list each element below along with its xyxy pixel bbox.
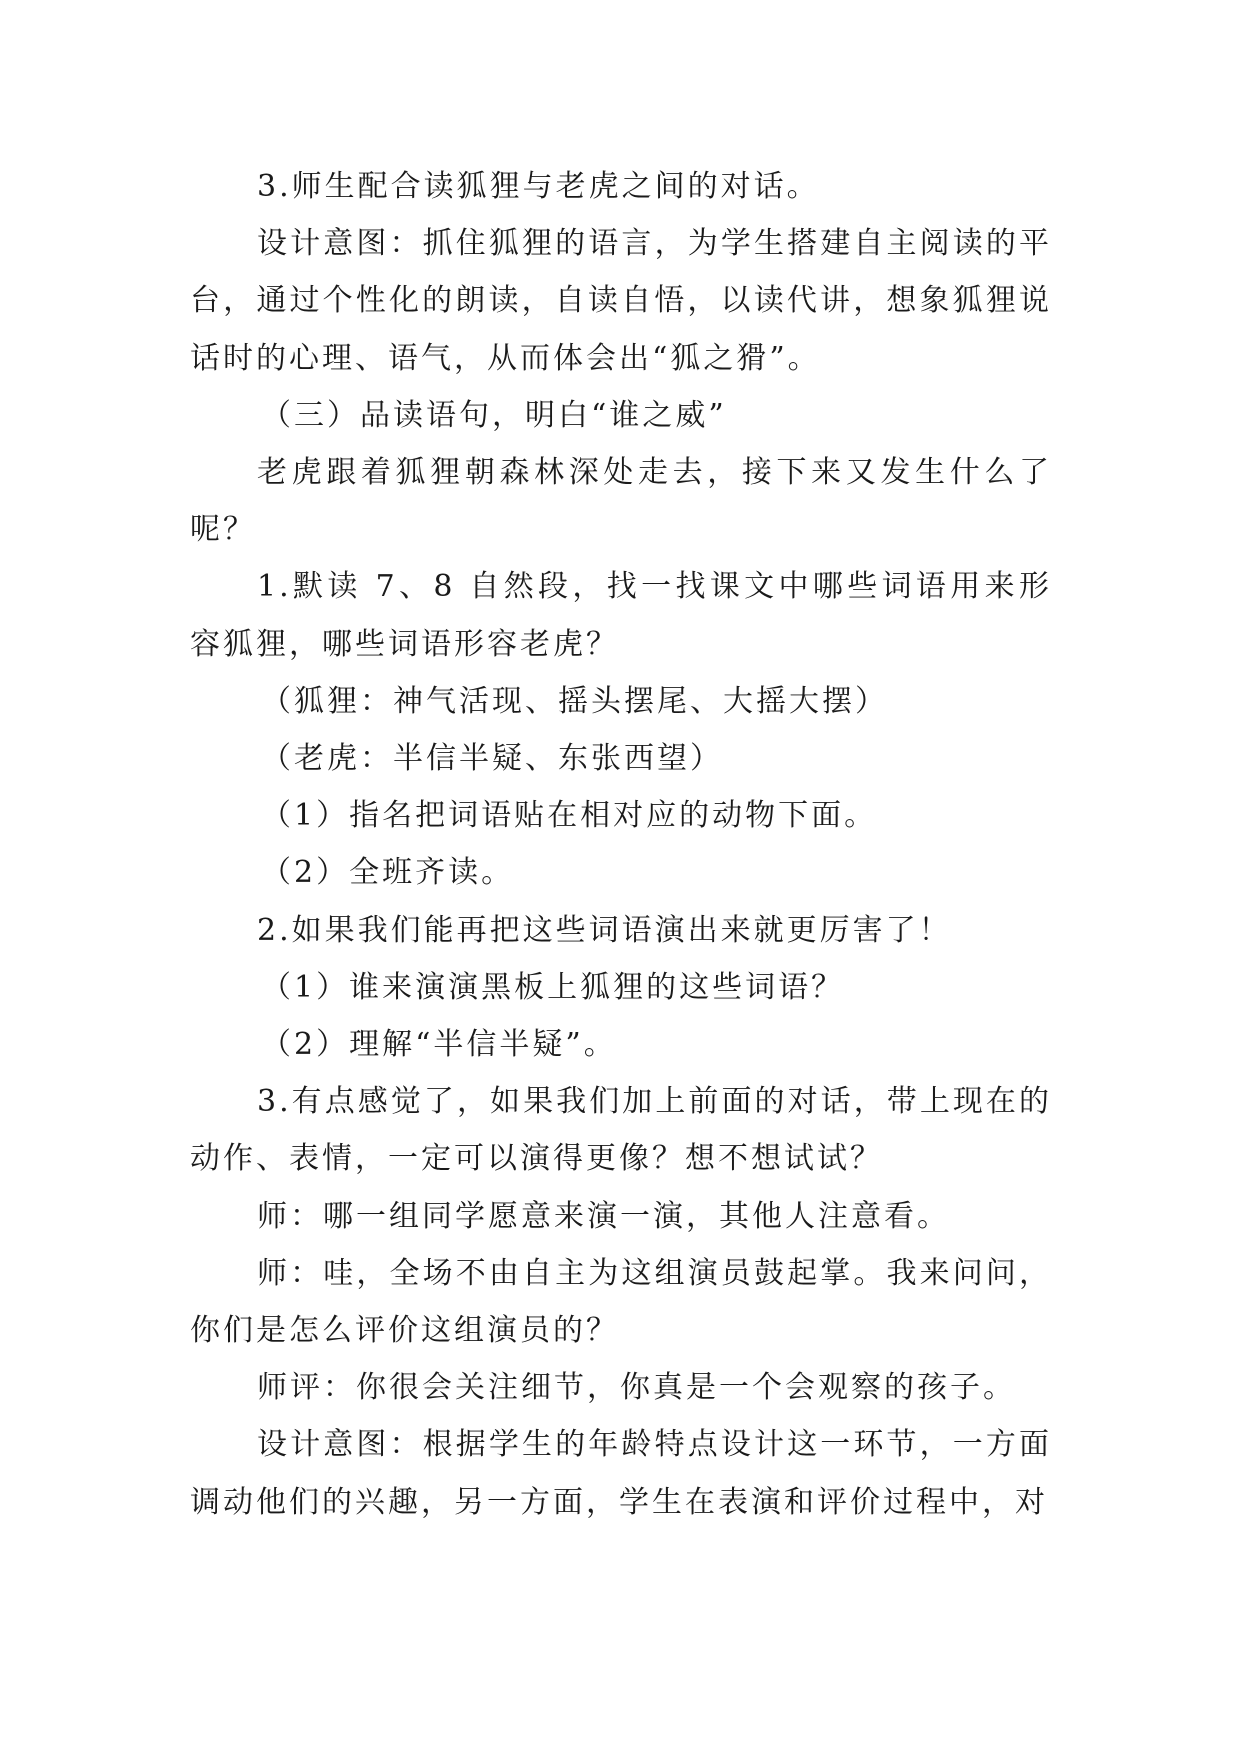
paragraph-substep-2-class-reading: （2）全班齐读。: [261, 855, 515, 891]
paragraph-fox-words: （狐狸：神气活现、摇头摆尾、大摇大摆）: [261, 683, 888, 719]
paragraph-substep-1-paste-words: （1）指名把词语贴在相对应的动物下面。: [261, 798, 878, 834]
section-heading-3: （三）品读语句，明白“谁之威”: [261, 397, 727, 433]
paragraph-teacher-comment: 师评：你很会关注细节，你真是一个会观察的孩子。: [257, 1370, 1016, 1406]
paragraph-substep-1-act-fox-words: （1）谁来演演黑板上狐狸的这些词语？: [261, 969, 845, 1005]
paragraph-substep-2-understand-word: （2）理解“半信半疑”。: [261, 1027, 617, 1063]
paragraph-tiger-words: （老虎：半信半疑、东张西望）: [261, 741, 723, 777]
paragraph-step-3-dialogue-reading: 3.师生配合读狐狸与老虎之间的对话。: [257, 169, 820, 204]
paragraph-design-intent-2: 设计意图：根据学生的年龄特点设计这一环节，一方面调动他们的兴趣，另一方面，学生在表演和评价过程中，对: [190, 1427, 1052, 1520]
paragraph-transition-question: 老虎跟着狐狸朝森林深处走去，接下来又发生什么了呢？: [190, 455, 1052, 548]
paragraph-teacher-applause: 师：哇，全场不由自主为这组演员鼓起掌。我来问问，你们是怎么评价这组演员的？: [190, 1255, 1052, 1349]
paragraph-step-1-silent-reading: 1.默读 7、8 自然段，找一找课文中哪些词语用来形容狐狸，哪些词语形容老虎？: [190, 569, 1052, 662]
paragraph-step-2-act-out: 2.如果我们能再把这些词语演出来就更厉害了！: [257, 912, 952, 948]
paragraph-teacher-prompt-group: 师：哪一组同学愿意来演一演，其他人注意看。: [257, 1198, 950, 1234]
document-body: [190, 158, 1052, 1531]
paragraph-step-3-act-with-dialogue: 3.有点感觉了，如果我们加上前面的对话，带上现在的动作、表情，一定可以演得更像？想不想试试？: [190, 1084, 1052, 1177]
paragraph-design-intent-1: 设计意图：抓住狐狸的语言，为学生搭建自主阅读的平台，通过个性化的朗读，自读自悟，以读代讲，想象狐狸说话时的心理、语气，从而体会出“狐之猾”。: [190, 226, 1052, 376]
